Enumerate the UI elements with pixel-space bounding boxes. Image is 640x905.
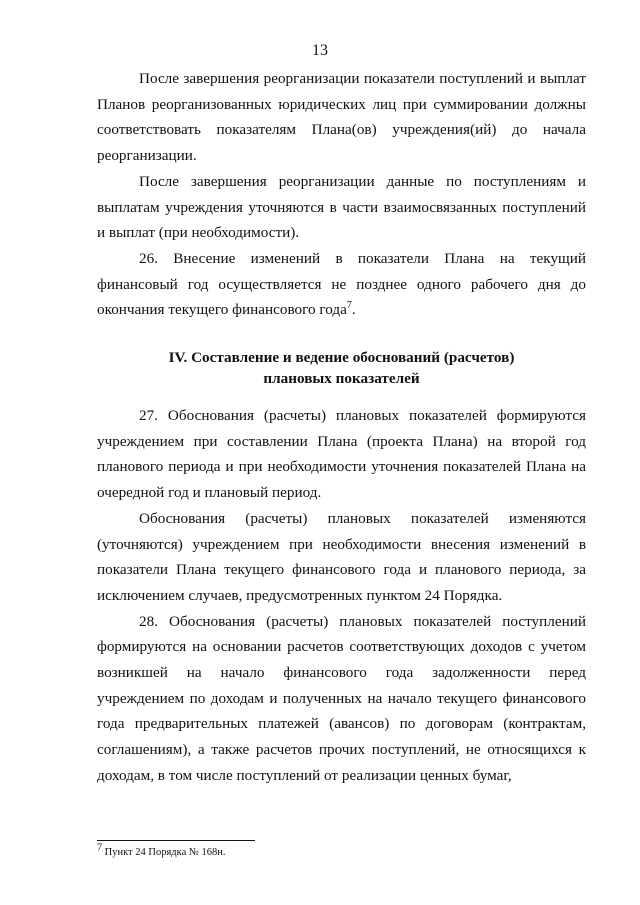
paragraph-item-26-text: 26. Внесение изменений в показатели Плана на текущий финансовый год осуществляется не позднее одного рабочего дня до окончания текущего финансового года [97,249,586,319]
paragraph-item-28: 28. Обоснования (расчеты) плановых показателей поступлений формируются на основании расчетов соответствующих доходов с учетом возникшей на начало финансового года задолженности перед учреждением по доходам и полученных на начало текущего финансового года предварительных платежей (авансов) по договорам (контрактам, соглашениям), а также расчетов прочих поступлений, не относящихся к доходам, в том числе поступлений от реализации ценных бумаг, [97,612,586,784]
footnote [97,842,226,860]
footnote-text: Пункт 24 Порядка № 168н. [102,847,226,858]
paragraph-item-27: 27. Обоснования (расчеты) плановых показателей формируются учреждением при составлении Плана (проекта Плана) на второй год планового периода и при необходимости уточнения показателей Плана на очередной год и плановый период. [97,407,586,502]
footnote-reference: 7 [346,300,352,312]
section-heading-line1: IV. Составление и ведение обоснований (расчетов) [168,349,515,367]
paragraph-justifications-update: Обоснования (расчеты) плановых показателей изменяются (уточняются) учреждением при необходимости внесения изменений в показатели Плана текущего финансового года и планового периода, за исключением случаев, предусмотренных пунктом 24 Порядка. [97,509,586,604]
section-heading [97,347,586,389]
paragraph-item-26-end: . [351,301,356,319]
paragraph-reorganization-refine: После завершения реорганизации данные по поступлениям и выплатам учреждения уточняются в части взаимосвязанных поступлений и выплат (при необходимости). [97,172,586,242]
document-body [97,66,586,789]
page-number: 13 [312,42,328,59]
footnote-separator [97,840,255,841]
paragraph-item-26 [97,246,586,323]
footnote-marker: 7 [97,842,102,854]
paragraph-reorganization-totals: После завершения реорганизации показатели поступлений и выплат Планов реорганизованных юридических лиц при суммировании должны соответствовать показателям Плана(ов) учреждения(ий) до начала реорганизации. [97,70,586,165]
section-heading-line2: плановых показателей [263,370,420,388]
